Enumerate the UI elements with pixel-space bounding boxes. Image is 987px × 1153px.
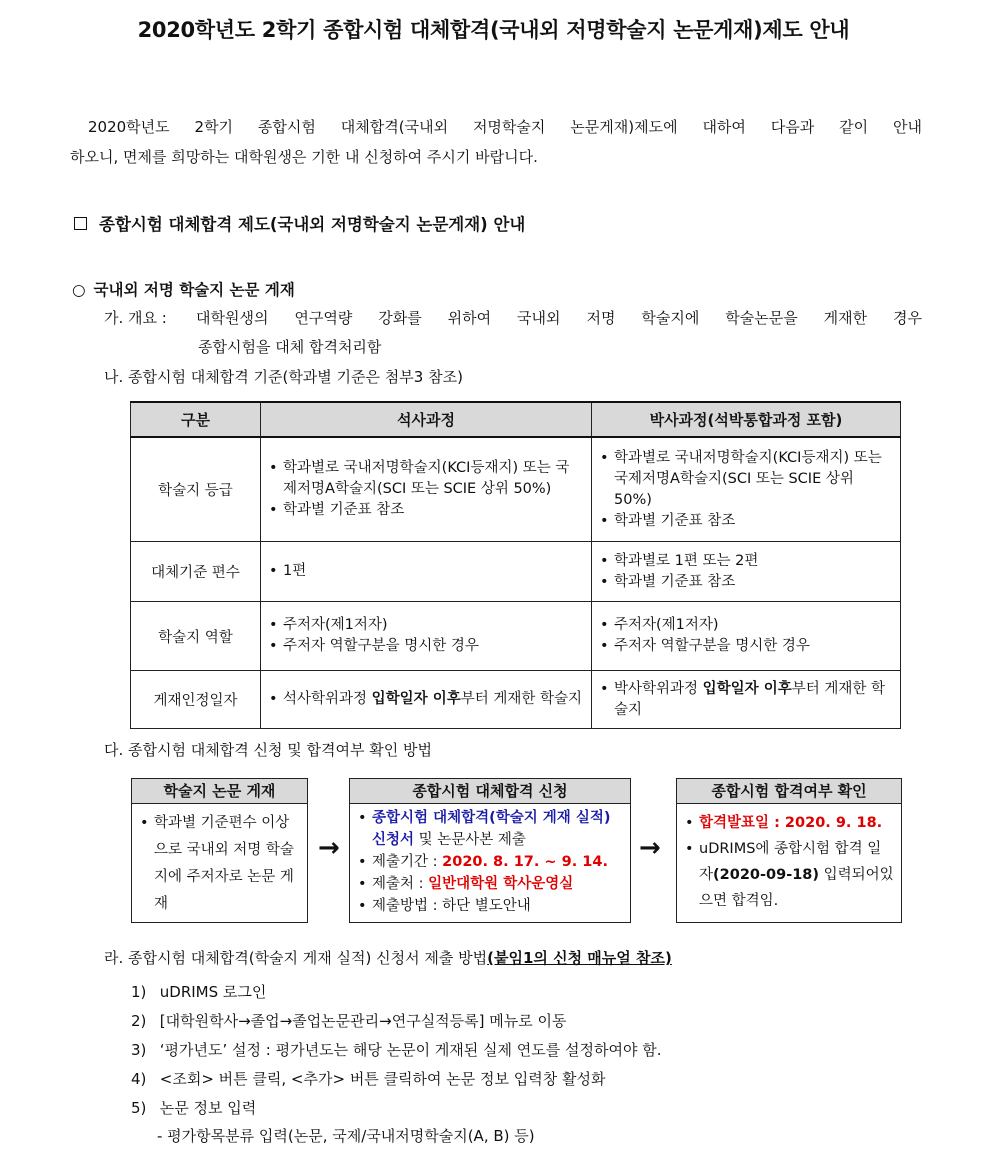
section-heading — [74, 211, 525, 235]
document-title: 2020학년도 2학기 종합시험 대체합격(국내외 저명학술지 논문게재)제도 안내 — [137, 18, 850, 42]
cell-text: 주저자(제1저자) — [283, 617, 388, 633]
step-item: 1) uDRIMS 로그인 — [131, 983, 267, 1001]
arrow-right-icon: → — [639, 833, 661, 863]
process-heading: 다. 종합시험 대체합격 신청 및 합격여부 확인 방법 — [104, 741, 432, 759]
square-bullet-icon — [74, 217, 87, 230]
flow-box-publish: 학술지 논문 게재 • 학과별 기준편수 이상으로 국내외 저명 학술지에 주저자로 논문 게재 — [131, 778, 308, 923]
cell-text: 박사학위과정 입학일자 이후부터 게재한 학술지 — [614, 680, 886, 718]
cell-text: 1편 — [283, 563, 307, 579]
section-title: 종합시험 대체합격 제도(국내외 저명학술지 논문게재) 안내 — [99, 215, 526, 234]
overview-item — [104, 307, 922, 328]
doctor-cell: • 주저자(제1저자) • 주저자 역할구분을 명시한 경우 — [592, 602, 901, 671]
sub-step-item: - 평가항목분류 입력(논문, 국제/국내저명학술지(A, B) 등) — [157, 1127, 535, 1145]
row-label: 학술지 역할 — [131, 602, 261, 671]
flow-box-text: uDRIMS에 종합시험 합격 일자(2020-09-18) 입력되어있으면 합격임. — [699, 841, 894, 909]
flow-box-apply: 종합시험 대체합격 신청 • 종합시험 대체합격(학술지 게재 실적) 신청서 및 논문사본 제출 • 제출기간 : 2020. 8. 17. ~ 9. 14. • 제출처 : 일반대학원 학사운영실 • 제출방법 : 하단 별도안내 — [349, 778, 631, 923]
header-category: 구분 — [131, 402, 261, 437]
cell-text: 학과별 기준표 참조 — [614, 512, 736, 529]
cell-text: 학과별로 1편 또는 2편 — [614, 552, 759, 569]
flow-box-text: 제출기간 : 2020. 8. 17. ~ 9. 14. — [372, 854, 608, 870]
intro-line-2: 하오니, 면제를 희망하는 대학원생은 기한 내 신청하여 주시기 바랍니다. — [70, 148, 538, 166]
cell-text: 학과별로 국내저명학술지(KCI등재지) 또는 국제저명A학술지(SCI 또는 SCIE 상위 50%) — [283, 460, 570, 497]
flow-box-text: 제출방법 : 하단 별도안내 — [372, 898, 531, 914]
row-label: 게재인정일자 — [131, 671, 261, 729]
flow-box-text: 합격발표일 : 2020. 9. 18. — [699, 815, 883, 831]
criteria-table — [130, 401, 901, 729]
flow-box-header: 학술지 논문 게재 — [132, 779, 307, 804]
circle-bullet-icon: ○ — [72, 281, 86, 299]
step-item: 5) 논문 정보 입력 — [131, 1099, 257, 1117]
doctor-cell: • 학과별로 1편 또는 2편 • 학과별 기준표 참조 — [592, 542, 901, 602]
master-cell: • 학과별로 국내저명학술지(KCI등재지) 또는 국제저명A학술지(SCI 또는 SCIE 상위 50%) • 학과별 기준표 참조 — [261, 437, 592, 542]
submission-heading: 라. 종합시험 대체합격(학술지 게재 실적) 신청서 제출 방법(붙임1의 신청 매뉴얼 참조) — [104, 949, 672, 967]
flow-box-header: 종합시험 합격여부 확인 — [677, 779, 901, 804]
header-master: 석사과정 — [261, 402, 592, 437]
flow-box-header: 종합시험 대체합격 신청 — [350, 779, 630, 804]
flow-box-text: 종합시험 대체합격(학술지 게재 실적) 신청서 및 논문사본 제출 — [372, 810, 611, 848]
subsection-heading — [72, 278, 295, 300]
overview-label: 가. 개요 : — [104, 309, 167, 327]
master-cell: • 주저자(제1저자) • 주저자 역할구분을 명시한 경우 — [261, 602, 592, 671]
cell-text: 학과별로 국내저명학술지(KCI등재지) 또는 국제저명A학술지(SCI 또는 SCIE 상위 50%) — [614, 449, 882, 508]
subsection-title: 국내외 저명 학술지 논문 게재 — [93, 281, 295, 299]
doctor-cell: • 박사학위과정 입학일자 이후부터 게재한 학술지 — [592, 671, 901, 729]
row-label: 대체기준 편수 — [131, 542, 261, 602]
cell-text: 주저자(제1저자) — [614, 617, 719, 633]
table-row — [131, 437, 901, 542]
master-cell: • 석사학위과정 입학일자 이후부터 게재한 학술지 — [261, 671, 592, 729]
row-label: 학술지 등급 — [131, 437, 261, 542]
table-header-row — [131, 402, 901, 437]
step-item: 4) <조회> 버튼 클릭, <추가> 버튼 클릭하여 논문 정보 입력창 활성화 — [131, 1070, 606, 1088]
cell-text: 석사학위과정 입학일자 이후부터 게재한 학술지 — [283, 691, 583, 707]
criteria-heading: 나. 종합시험 대체합격 기준(학과별 기준은 첨부3 참조) — [104, 368, 463, 386]
flow-box-text: 학과별 기준편수 이상으로 국내외 저명 학술지에 주저자로 논문 게재 — [154, 815, 294, 912]
cell-text: 주저자 역할구분을 명시한 경우 — [614, 638, 810, 654]
cell-text: 학과별 기준표 참조 — [614, 573, 736, 590]
header-doctor: 박사과정(석박통합과정 포함) — [592, 402, 901, 437]
table-row — [131, 602, 901, 671]
master-cell: • 1편 — [261, 542, 592, 602]
table-row — [131, 542, 901, 602]
arrow-right-icon: → — [318, 833, 340, 863]
step-item: 3) ‘평가년도’ 설정 : 평가년도는 해당 논문이 게재된 실제 연도를 설정하여야 함. — [131, 1041, 662, 1059]
cell-text: 학과별 기준표 참조 — [283, 502, 405, 518]
step-item: 2) [대학원학사→졸업→졸업논문관리→연구실적등록] 메뉴로 이동 — [131, 1012, 567, 1030]
intro-line-1: 2020학년도 2학기 종합시험 대체합격(국내외 저명학술지 논문게재)제도에 대하여 다음과 같이 안내 — [88, 118, 922, 136]
table-row — [131, 671, 901, 729]
overview-text-2: 종합시험을 대체 합격처리함 — [198, 338, 382, 356]
intro-paragraph — [70, 112, 922, 172]
overview-text-1: 대학원생의 연구역량 강화를 위하여 국내외 저명 학술지에 학술논문을 게재한 경우 — [196, 309, 922, 327]
doctor-cell: • 학과별로 국내저명학술지(KCI등재지) 또는 국제저명A학술지(SCI 또는 SCIE 상위 50%) • 학과별 기준표 참조 — [592, 437, 901, 542]
cell-text: 주저자 역할구분을 명시한 경우 — [283, 638, 479, 654]
flow-box-result: 종합시험 합격여부 확인 • 합격발표일 : 2020. 9. 18. • uDRIMS에 종합시험 합격 일자(2020-09-18) 입력되어있으면 합격임. — [676, 778, 902, 923]
flow-box-text: 제출처 : 일반대학원 학사운영실 — [372, 876, 574, 892]
